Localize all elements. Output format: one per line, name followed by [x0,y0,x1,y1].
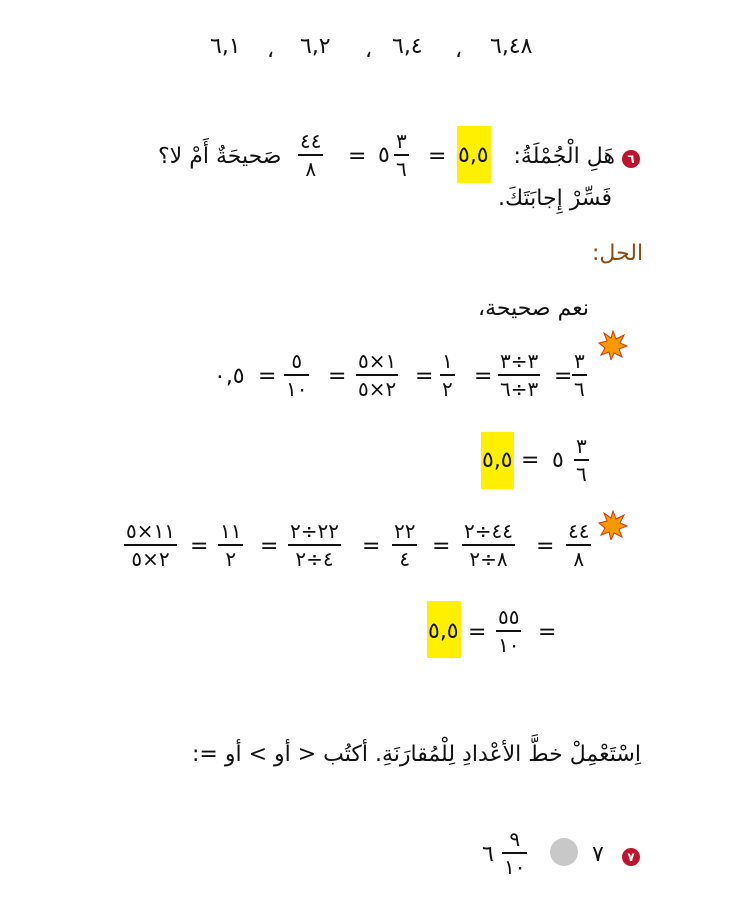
row4-num: ٥٥ [498,605,520,629]
q6-fraction [394,130,409,180]
row2-fraction [574,435,589,485]
fraction-bar [496,630,521,632]
top-value-2: ٦,٤ [392,34,423,59]
q7-den: ١٠ [504,855,526,879]
row3-f4-den: ٤÷٢ [295,547,334,571]
q6-prefix: هَلِ الْجُمْلَةُ: [513,144,615,169]
row1-f5-den: ١٠ [286,377,308,401]
q6-line2: فَسِّرْ إِجابَتَكَ. [498,186,612,211]
row1-f4-den: ٢×٥ [358,377,397,401]
q7-whole: ٦ [482,842,494,867]
row3-eq-1: = [536,534,555,559]
row4-den: ١٠ [498,633,520,657]
row2-result: ٥,٥ [482,448,513,473]
q7-left-value: ٧ [592,842,604,867]
fraction-bar [498,374,540,376]
row3-f1-den: ٨ [573,547,585,571]
row3-frac-1 [566,520,591,570]
fraction-bar [288,544,341,546]
top-value-1: ٦,٤٨ [490,34,533,59]
row1-eq-3: = [415,364,434,389]
row3-eq-4: = [260,534,279,559]
watermark [170,149,385,349]
row1-result: ٠,٥ [214,364,245,389]
fraction-bar [392,544,417,546]
starburst-icon [598,330,628,360]
row3-eq-2: = [432,534,451,559]
fraction-bar [462,544,515,546]
row1-eq-4: = [328,364,347,389]
fraction-bar [218,544,243,546]
row2-eq: = [521,448,540,473]
row3-f5-num: ١١ [220,519,242,543]
row4-eq-1: = [538,620,557,645]
solution-heading: الحل: [592,241,644,266]
row3-f2-num: ٤٤÷٢ [464,519,513,543]
fraction-bar [440,374,455,376]
row3-f5-den: ٢ [225,547,237,571]
starburst-icon [598,510,628,540]
row1-eq-1: = [554,364,573,389]
solution-answer: نعم صحيحة، [478,296,589,321]
q6-decimal: ٥,٥ [458,143,489,168]
q6-suffix: صَحيحَةٌ أَمْ لا؟ [158,144,282,169]
row1-frac-1 [572,350,587,400]
q7-fraction [502,828,527,878]
row1-frac-4 [356,350,398,400]
q6-big-num: ٤٤ [300,129,322,153]
top-value-4: ٦,١ [210,34,241,59]
instruction-text: اِسْتَعْمِلْ خطَّ الأعْدادِ لِلْمُقارَنَةِ. أكتُب < أو > أو =: [192,742,641,767]
row3-f3-den: ٤ [399,547,411,571]
row2-num: ٣ [576,434,587,458]
row3-f3-num: ٢٢ [394,519,416,543]
top-separator-3: ، [267,38,275,63]
row1-f1-num: ٣ [574,349,585,373]
fraction-bar [298,154,323,156]
fraction-bar [356,374,398,376]
row1-eq-2: = [474,364,493,389]
top-separator-2: ، [365,38,373,63]
row1-eq-5: = [258,364,277,389]
q7-num: ٩ [509,827,521,851]
row1-f4-num: ١×٥ [358,349,397,373]
fraction-bar [394,154,409,156]
top-separator-1: ، [455,38,463,63]
row3-frac-6 [124,520,177,570]
row3-frac-3 [392,520,417,570]
fraction-bar [284,374,309,376]
row3-eq-5: = [190,534,209,559]
row3-frac-2 [462,520,515,570]
row3-eq-3: = [362,534,381,559]
row1-f3-den: ٢ [442,377,453,401]
row4-fraction [496,606,521,656]
row4-eq-2: = [468,620,487,645]
row3-f6-den: ٢×٥ [131,547,170,571]
question-6-badge: ٦ [622,150,640,168]
q6-frac-num: ٣ [396,129,407,153]
row3-f6-num: ١١×٥ [126,519,175,543]
row3-f4-num: ٢٢÷٢ [290,519,339,543]
row4-result: ٥,٥ [428,619,459,644]
top-value-3: ٦,٢ [300,34,331,59]
fraction-bar [574,459,589,461]
q6-big-den: ٨ [305,157,317,181]
fraction-bar [124,544,177,546]
row1-f3-num: ١ [442,349,453,373]
fraction-bar [566,544,591,546]
q6-big-fraction [298,130,323,180]
row3-f1-num: ٤٤ [568,519,590,543]
question-7-badge: ٧ [622,848,640,866]
row1-frac-5 [284,350,309,400]
row3-frac-4 [288,520,341,570]
q6-whole: ٥ [378,143,390,168]
row1-f2-num: ٣÷٣ [500,349,539,373]
row3-f2-den: ٨÷٢ [469,547,508,571]
fraction-bar [572,374,587,376]
row1-frac-3 [440,350,455,400]
row1-f1-den: ٦ [574,377,585,401]
row1-frac-2 [498,350,540,400]
row2-whole: ٥ [552,448,564,473]
q6-frac-den: ٦ [396,157,407,181]
fraction-bar [502,852,527,854]
row1-f2-den: ٣÷٦ [500,377,539,401]
q6-equals-1: = [428,144,447,169]
row1-f5-num: ٥ [291,349,303,373]
comparison-answer-circle[interactable] [550,838,578,866]
q6-equals-2: = [348,144,367,169]
row2-den: ٦ [576,462,587,486]
row3-frac-5 [218,520,243,570]
